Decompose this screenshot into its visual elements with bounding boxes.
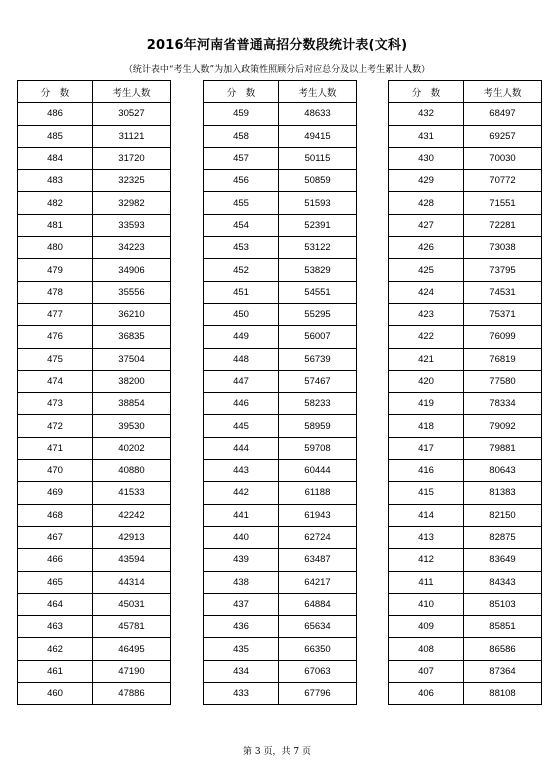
count-cell: 39530 (93, 415, 171, 437)
table-row (389, 393, 542, 415)
score-cell: 429 (389, 170, 464, 192)
table-row (389, 192, 542, 214)
page-footer: 第 3 页，共 7 页 (243, 747, 311, 757)
table-row (18, 616, 171, 638)
table-row (389, 549, 542, 571)
score-cell: 407 (389, 660, 464, 682)
score-cell: 470 (18, 460, 93, 482)
count-cell: 76819 (464, 348, 542, 370)
score-cell: 486 (18, 103, 93, 125)
count-cell: 35556 (93, 281, 171, 303)
count-cell: 81383 (464, 482, 542, 504)
score-cell: 437 (204, 593, 279, 615)
count-cell: 88108 (464, 683, 542, 705)
score-cell: 436 (204, 616, 279, 638)
table-row (18, 192, 171, 214)
count-cell: 31121 (93, 125, 171, 147)
table-row (389, 504, 542, 526)
table-row (204, 192, 357, 214)
table-header-row (204, 81, 357, 103)
count-cell: 41533 (93, 482, 171, 504)
table-row (204, 616, 357, 638)
score-cell: 417 (389, 437, 464, 459)
score-cell: 449 (204, 326, 279, 348)
count-cell: 82150 (464, 504, 542, 526)
score-cell: 474 (18, 370, 93, 392)
table-row (389, 281, 542, 303)
table-row (389, 170, 542, 192)
score-cell: 433 (204, 683, 279, 705)
score-cell: 462 (18, 638, 93, 660)
score-cell: 430 (389, 147, 464, 169)
score-cell: 438 (204, 571, 279, 593)
score-cell: 482 (18, 192, 93, 214)
table-row (204, 638, 357, 660)
table-row (204, 237, 357, 259)
count-cell: 68497 (464, 103, 542, 125)
score-cell: 469 (18, 482, 93, 504)
table-row (204, 326, 357, 348)
table-row (204, 660, 357, 682)
table-row (18, 326, 171, 348)
count-cell: 61943 (279, 504, 357, 526)
score-cell: 472 (18, 415, 93, 437)
count-cell: 84343 (464, 571, 542, 593)
table-row (389, 103, 542, 125)
count-cell: 79092 (464, 415, 542, 437)
table-row (18, 170, 171, 192)
table-row (389, 683, 542, 705)
score-cell: 428 (389, 192, 464, 214)
score-table-1 (17, 80, 171, 705)
score-cell: 457 (204, 147, 279, 169)
score-cell: 463 (18, 616, 93, 638)
table-row (389, 237, 542, 259)
table-row (204, 259, 357, 281)
score-cell: 459 (204, 103, 279, 125)
score-cell: 467 (18, 526, 93, 548)
count-cell: 72281 (464, 214, 542, 236)
table-row (18, 370, 171, 392)
count-cell: 67796 (279, 683, 357, 705)
score-cell: 445 (204, 415, 279, 437)
count-cell: 53122 (279, 237, 357, 259)
score-cell: 485 (18, 125, 93, 147)
table-row (204, 437, 357, 459)
table-row (389, 437, 542, 459)
count-cell: 56739 (279, 348, 357, 370)
score-cell: 480 (18, 237, 93, 259)
table-row (204, 415, 357, 437)
table-row (204, 549, 357, 571)
count-cell: 46495 (93, 638, 171, 660)
count-cell: 37504 (93, 348, 171, 370)
count-cell: 67063 (279, 660, 357, 682)
score-cell: 423 (389, 303, 464, 325)
score-cell: 442 (204, 482, 279, 504)
table-row (18, 437, 171, 459)
score-cell: 424 (389, 281, 464, 303)
table-row (18, 237, 171, 259)
score-cell: 406 (389, 683, 464, 705)
score-cell: 426 (389, 237, 464, 259)
count-cell: 48633 (279, 103, 357, 125)
table-row (389, 660, 542, 682)
count-cell: 34906 (93, 259, 171, 281)
count-cell: 79881 (464, 437, 542, 459)
count-cell: 70030 (464, 147, 542, 169)
table-row (204, 526, 357, 548)
count-cell: 40880 (93, 460, 171, 482)
table-row (389, 214, 542, 236)
table-row (204, 214, 357, 236)
count-cell: 38200 (93, 370, 171, 392)
score-cell: 484 (18, 147, 93, 169)
score-cell: 453 (204, 237, 279, 259)
score-table-3 (388, 80, 542, 705)
count-cell: 85851 (464, 616, 542, 638)
table-row (389, 616, 542, 638)
count-cell: 31720 (93, 147, 171, 169)
count-cell: 69257 (464, 125, 542, 147)
count-cell: 43594 (93, 549, 171, 571)
table-row (204, 460, 357, 482)
table-row (204, 370, 357, 392)
count-cell: 61188 (279, 482, 357, 504)
score-cell: 418 (389, 415, 464, 437)
header-count: 考生人数 (279, 81, 357, 103)
table-row (389, 638, 542, 660)
count-cell: 36210 (93, 303, 171, 325)
count-cell: 55295 (279, 303, 357, 325)
score-cell: 471 (18, 437, 93, 459)
table-row (389, 593, 542, 615)
table-header-row (18, 81, 171, 103)
table-row (389, 460, 542, 482)
score-cell: 431 (389, 125, 464, 147)
table-row (204, 281, 357, 303)
score-cell: 427 (389, 214, 464, 236)
table-header-row (389, 81, 542, 103)
count-cell: 36835 (93, 326, 171, 348)
score-cell: 413 (389, 526, 464, 548)
score-cell: 435 (204, 638, 279, 660)
count-cell: 65634 (279, 616, 357, 638)
score-cell: 441 (204, 504, 279, 526)
count-cell: 56007 (279, 326, 357, 348)
count-cell: 42242 (93, 504, 171, 526)
count-cell: 49415 (279, 125, 357, 147)
header-score: 分 数 (18, 81, 93, 103)
score-table-2 (203, 80, 357, 705)
header-score: 分 数 (389, 81, 464, 103)
table-row (18, 571, 171, 593)
page-title: 2016年河南省普通高招分数段统计表(文科) (146, 38, 408, 53)
table-row (18, 482, 171, 504)
count-cell: 51593 (279, 192, 357, 214)
score-cell: 444 (204, 437, 279, 459)
table-row (204, 348, 357, 370)
count-cell: 64884 (279, 593, 357, 615)
table-row (204, 504, 357, 526)
count-cell: 76099 (464, 326, 542, 348)
score-cell: 447 (204, 370, 279, 392)
count-cell: 34223 (93, 237, 171, 259)
count-cell: 85103 (464, 593, 542, 615)
table-row (389, 125, 542, 147)
count-cell: 45031 (93, 593, 171, 615)
table-row (389, 482, 542, 504)
count-cell: 32325 (93, 170, 171, 192)
count-cell: 42913 (93, 526, 171, 548)
table-row (389, 348, 542, 370)
table-row (204, 571, 357, 593)
count-cell: 87364 (464, 660, 542, 682)
score-cell: 458 (204, 125, 279, 147)
count-cell: 30527 (93, 103, 171, 125)
table-row (389, 259, 542, 281)
count-cell: 40202 (93, 437, 171, 459)
score-cell: 411 (389, 571, 464, 593)
table-row (18, 147, 171, 169)
score-cell: 434 (204, 660, 279, 682)
score-cell: 455 (204, 192, 279, 214)
score-cell: 483 (18, 170, 93, 192)
score-cell: 440 (204, 526, 279, 548)
score-cell: 425 (389, 259, 464, 281)
table-row (18, 103, 171, 125)
count-cell: 52391 (279, 214, 357, 236)
header-score: 分 数 (204, 81, 279, 103)
score-cell: 465 (18, 571, 93, 593)
score-cell: 409 (389, 616, 464, 638)
score-cell: 475 (18, 348, 93, 370)
score-cell: 476 (18, 326, 93, 348)
score-cell: 481 (18, 214, 93, 236)
count-cell: 73795 (464, 259, 542, 281)
score-cell: 477 (18, 303, 93, 325)
count-cell: 47886 (93, 683, 171, 705)
score-cell: 415 (389, 482, 464, 504)
score-cell: 420 (389, 370, 464, 392)
table-row (389, 370, 542, 392)
table-row (389, 571, 542, 593)
score-cell: 464 (18, 593, 93, 615)
score-cell: 468 (18, 504, 93, 526)
score-cell: 473 (18, 393, 93, 415)
count-cell: 86586 (464, 638, 542, 660)
count-cell: 58233 (279, 393, 357, 415)
count-cell: 62724 (279, 526, 357, 548)
table-row (204, 147, 357, 169)
table-row (204, 393, 357, 415)
table-row (18, 526, 171, 548)
score-cell: 432 (389, 103, 464, 125)
table-row (18, 504, 171, 526)
count-cell: 66350 (279, 638, 357, 660)
score-cell: 408 (389, 638, 464, 660)
table-row (18, 593, 171, 615)
table-row (18, 214, 171, 236)
count-cell: 45781 (93, 616, 171, 638)
table-row (389, 303, 542, 325)
score-cell: 416 (389, 460, 464, 482)
score-cell: 419 (389, 393, 464, 415)
score-cell: 448 (204, 348, 279, 370)
score-cell: 460 (18, 683, 93, 705)
score-cell: 422 (389, 326, 464, 348)
score-cell: 414 (389, 504, 464, 526)
score-cell: 466 (18, 549, 93, 571)
score-cell: 479 (18, 259, 93, 281)
score-cell: 478 (18, 281, 93, 303)
table-row (18, 415, 171, 437)
count-cell: 59708 (279, 437, 357, 459)
score-cell: 410 (389, 593, 464, 615)
count-cell: 50115 (279, 147, 357, 169)
count-cell: 32982 (93, 192, 171, 214)
table-row (18, 348, 171, 370)
count-cell: 50859 (279, 170, 357, 192)
table-row (204, 593, 357, 615)
count-cell: 70772 (464, 170, 542, 192)
count-cell: 58959 (279, 415, 357, 437)
score-cell: 456 (204, 170, 279, 192)
count-cell: 54551 (279, 281, 357, 303)
count-cell: 44314 (93, 571, 171, 593)
score-cell: 412 (389, 549, 464, 571)
count-cell: 77580 (464, 370, 542, 392)
table-row (204, 482, 357, 504)
table-row (18, 549, 171, 571)
table-row (389, 526, 542, 548)
score-cell: 461 (18, 660, 93, 682)
header-count: 考生人数 (93, 81, 171, 103)
table-row (389, 326, 542, 348)
table-row (204, 170, 357, 192)
count-cell: 60444 (279, 460, 357, 482)
score-cell: 446 (204, 393, 279, 415)
table-row (18, 460, 171, 482)
count-cell: 63487 (279, 549, 357, 571)
score-cell: 439 (204, 549, 279, 571)
table-row (18, 660, 171, 682)
count-cell: 53829 (279, 259, 357, 281)
count-cell: 80643 (464, 460, 542, 482)
score-cell: 450 (204, 303, 279, 325)
score-cell: 421 (389, 348, 464, 370)
table-row (18, 303, 171, 325)
table-row (204, 103, 357, 125)
count-cell: 73038 (464, 237, 542, 259)
count-cell: 57467 (279, 370, 357, 392)
count-cell: 78334 (464, 393, 542, 415)
count-cell: 75371 (464, 303, 542, 325)
table-row (204, 683, 357, 705)
header-count: 考生人数 (464, 81, 542, 103)
page-subtitle: （统计表中“考生人数”为加入政策性照顾分后对应总分及以上考生累计人数） (123, 65, 431, 75)
count-cell: 33593 (93, 214, 171, 236)
table-row (204, 303, 357, 325)
score-cell: 443 (204, 460, 279, 482)
table-row (389, 147, 542, 169)
table-row (204, 125, 357, 147)
table-row (18, 125, 171, 147)
count-cell: 47190 (93, 660, 171, 682)
score-cell: 451 (204, 281, 279, 303)
count-cell: 82875 (464, 526, 542, 548)
count-cell: 38854 (93, 393, 171, 415)
count-cell: 74531 (464, 281, 542, 303)
table-row (18, 638, 171, 660)
table-row (18, 393, 171, 415)
table-row (389, 415, 542, 437)
count-cell: 83649 (464, 549, 542, 571)
table-row (18, 683, 171, 705)
score-cell: 452 (204, 259, 279, 281)
score-cell: 454 (204, 214, 279, 236)
table-row (18, 259, 171, 281)
table-row (18, 281, 171, 303)
count-cell: 71551 (464, 192, 542, 214)
count-cell: 64217 (279, 571, 357, 593)
